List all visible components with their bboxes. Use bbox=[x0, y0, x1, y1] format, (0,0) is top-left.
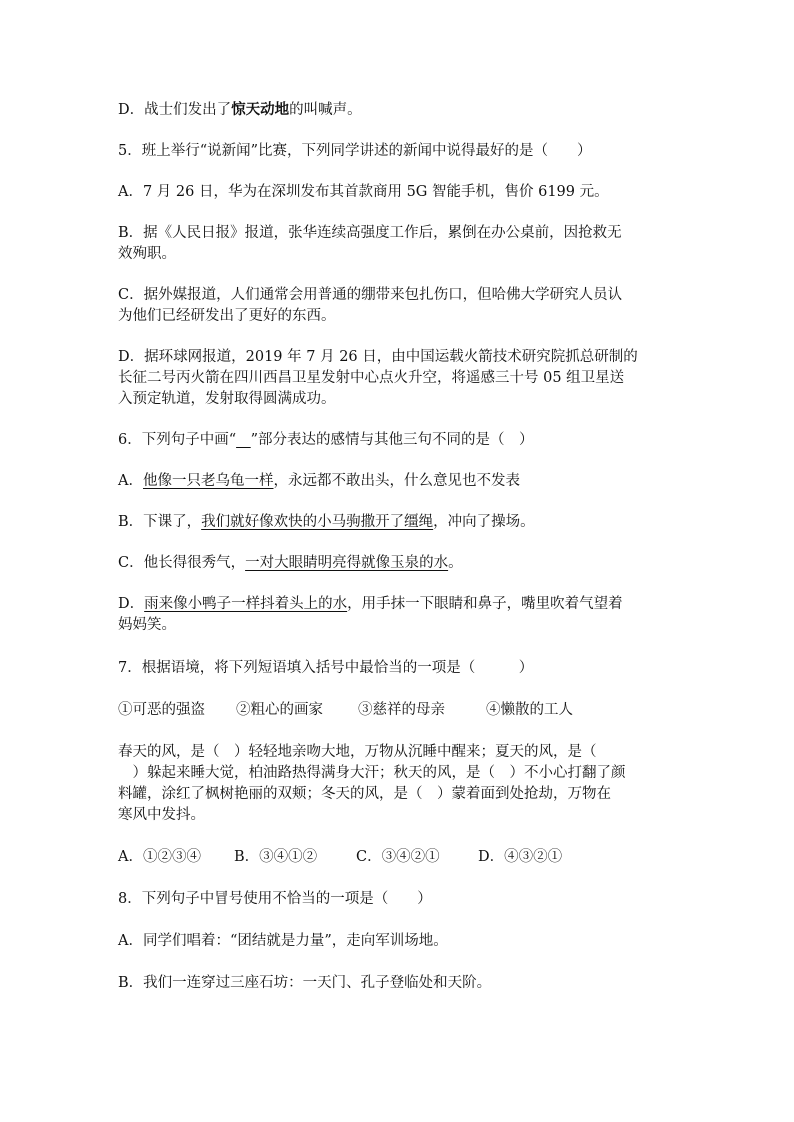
q5-option-c-line1: C．据外媒报道，人们通常会用普通的绷带来包扎伤口，但哈佛大学研究人员认 bbox=[118, 287, 623, 303]
q8-stem: 8．下列句子中冒号使用不恰当的一项是（ ） bbox=[118, 891, 432, 907]
q7-phrase-2: ②粗心的画家 bbox=[236, 702, 323, 718]
q7-paragraph-line3: 料罐，涂红了枫树艳丽的双颊；冬天的风，是（ ）蒙着面到处抢劫，万物在 bbox=[118, 786, 611, 802]
q7-paragraph-line4: 寒风中发抖。 bbox=[118, 807, 205, 823]
q6-option-a bbox=[118, 469, 678, 493]
q8-option-a: A．同学们唱着：“团结就是力量”，走向军训场地。 bbox=[118, 933, 448, 949]
q7-option-d: D．④③②① bbox=[478, 849, 563, 865]
q6-option-d-pre: D． bbox=[118, 596, 145, 612]
q7-phrase-4: ④懒散的工人 bbox=[486, 702, 573, 718]
q5-option-c-line2: 为他们已经研发出了更好的东西。 bbox=[118, 308, 336, 324]
q6-option-d-underlined: 雨来像小鸭子一样抖着头上的水 bbox=[144, 596, 348, 612]
q6-option-b-pre: B．下课了， bbox=[118, 514, 202, 530]
q5-option-a: A．7 月 26 日，华为在深圳发布其首款商用 5G 智能手机，售价 6199 元。 bbox=[118, 184, 609, 200]
q7-phrase-1: ①可恶的强盗 bbox=[118, 702, 205, 718]
q7-option-a: A．①②③④ bbox=[118, 849, 201, 865]
q6-stem-pre: 6．下列句子中画“ bbox=[118, 432, 237, 448]
q4-option-d-post: 的叫喊声。 bbox=[289, 102, 362, 118]
q6-option-b-post: ，冲向了操场。 bbox=[433, 514, 535, 530]
q6-option-d-line2: 妈妈笑。 bbox=[118, 617, 176, 633]
q5-option-b-line2: 效殉职。 bbox=[118, 246, 176, 262]
q5-option-d-line2: 长征二号丙火箭在四川西昌卫星发射中心点火升空，将遥感三十号 05 组卫星送 bbox=[118, 370, 625, 386]
q6-stem-blank: __ bbox=[236, 432, 251, 448]
q5-option-d-line1: D．据环球网报道，2019 年 7 月 26 日，由中国运载火箭技术研究院抓总研制的 bbox=[118, 349, 638, 365]
q6-option-a-post: ，永远都不敢出头，什么意见也不发表 bbox=[273, 473, 520, 489]
q7-paragraph-line1: 春天的风，是（ ）轻轻地亲吻大地，万物从沉睡中醒来；夏天的风，是（ bbox=[118, 744, 597, 760]
q6-stem-post: ”部分表达的感情与其他三句不同的是（ ） bbox=[250, 432, 534, 448]
q6-option-a-underlined: 他像一只老乌龟一样 bbox=[142, 473, 274, 489]
q4-option-d-bold: 惊天动地 bbox=[231, 101, 290, 118]
q6-option-c-underlined: 一对大眼睛明亮得就像玉泉的水 bbox=[245, 555, 449, 571]
q6-option-c-pre: C．他长得很秀气， bbox=[118, 555, 246, 571]
q6-option-c-post: 。 bbox=[448, 555, 463, 571]
q6-option-b bbox=[118, 510, 678, 534]
q7-phrase-3: ③慈祥的母亲 bbox=[358, 702, 445, 718]
q5-option-d-line3: 入预定轨道，发射取得圆满成功。 bbox=[118, 391, 336, 407]
q7-option-b: B．③④①② bbox=[234, 849, 318, 865]
q4-option-d bbox=[118, 98, 678, 122]
q8-option-b: B．我们一连穿过三座石坊：一天门、孔子登临处和天阶。 bbox=[118, 975, 492, 991]
q6-stem bbox=[118, 428, 678, 452]
q7-stem: 7．根据语境，将下列短语填入括号中最恰当的一项是（ ） bbox=[118, 660, 534, 676]
q7-options bbox=[118, 845, 678, 869]
q6-option-c bbox=[118, 551, 678, 575]
q7-paragraph-line2: ）躲起来睡大觉，柏油路热得满身大汗；秋天的风，是（ ）不小心打翻了颜 bbox=[118, 765, 626, 781]
q6-option-a-pre: A． bbox=[118, 473, 143, 489]
q6-option-b-underlined: 我们就好像欢快的小马驹撒开了缰绳 bbox=[201, 514, 434, 530]
q7-phrases bbox=[118, 698, 678, 722]
q5-stem: 5．班上举行“说新闻”比赛，下列同学讲述的新闻中说得最好的是（ ） bbox=[118, 143, 592, 159]
q7-option-c: C．③④②① bbox=[356, 849, 440, 865]
q4-option-d-pre: D．战士们发出了 bbox=[118, 102, 232, 118]
q6-option-d-post: ，用手抹一下眼睛和鼻子，嘴里吹着气望着 bbox=[347, 596, 623, 612]
q5-option-b-line1: B．据《人民日报》报道，张华连续高强度工作后，累倒在办公桌前，因抢救无 bbox=[118, 225, 622, 241]
